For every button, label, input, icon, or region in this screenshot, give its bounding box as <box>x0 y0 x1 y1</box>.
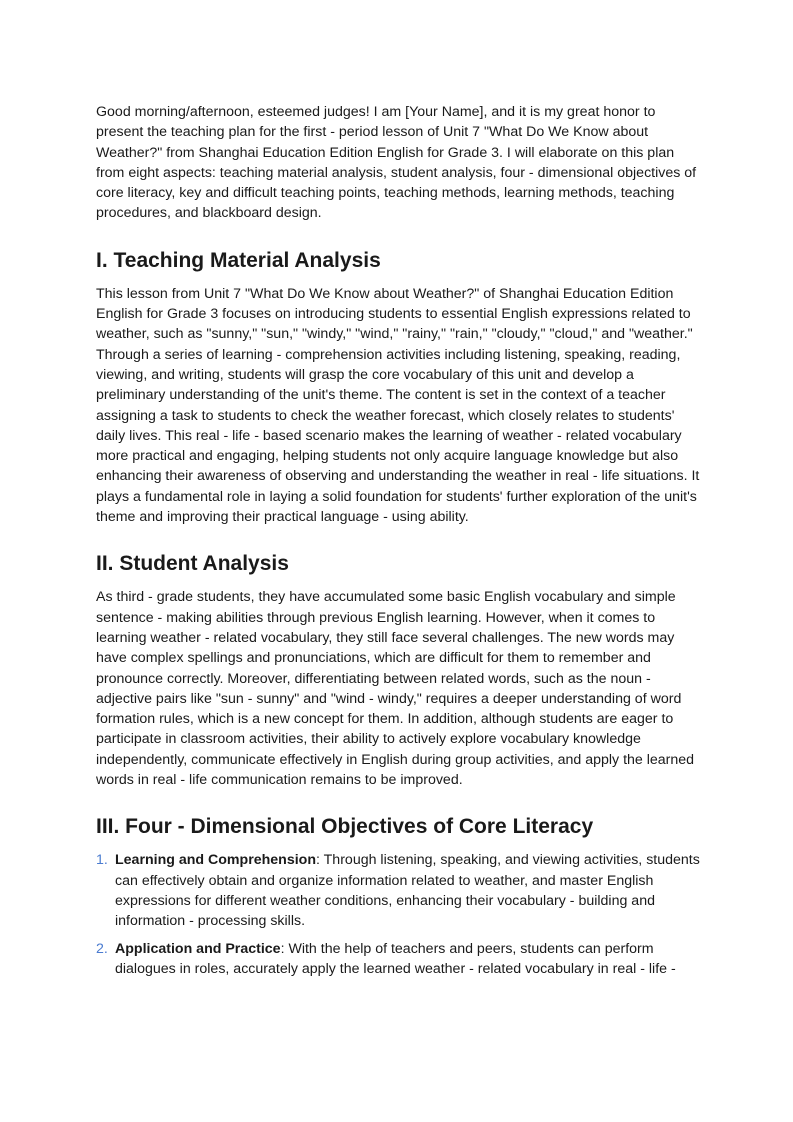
list-item-text: : With the help of teachers and peers, students can perform dialogues in roles, accurately apply the learned weather - related vocabulary in real - life - <box>115 940 676 977</box>
list-item <box>96 850 700 931</box>
list-item-term: Learning and Comprehension <box>115 852 317 869</box>
section-student-analysis <box>96 549 700 790</box>
section-teaching-material-analysis <box>96 246 700 528</box>
section-heading: II. Student Analysis <box>96 552 289 576</box>
list-item-number: 2. <box>96 940 108 957</box>
list-item <box>96 939 700 980</box>
list-item-number: 1. <box>96 852 108 869</box>
document-page <box>96 102 700 1001</box>
intro-paragraph: Good morning/afternoon, esteemed judges! I am [Your Name], and it is my great honor to present the teaching plan for the first - period lesson of Unit 7 "What Do We Know about Weather?" from Shanghai Education Edition English for Grade 3. I will elaborate on this plan from eight aspects: teaching material analysis, student analysis, four - dimensional objectives of core literacy, key and difficult teaching points, teaching methods, learning methods, teaching procedures, and blackboard design. <box>96 104 697 222</box>
section-core-literacy-objectives <box>96 812 700 979</box>
section-body: As third - grade students, they have accumulated some basic English vocabulary and simple sentence - making abilities through previous English learning. However, when it comes to learning weather - related vocabulary, they still face several challenges. The new words may have complex spellings and pronunciations, which are difficult for them to remember and pronounce correctly. Moreover, differentiating between related words, such as the noun - adjective pairs like "sun - sunny" and "wind - windy," requires a deeper understanding of word formation rules, which is a new concept for them. In addition, although students are eager to participate in classroom activities, their ability to actively explore vocabulary knowledge independently, communicate effectively in English during group activities, and apply the learned words in real - life communication remains to be improved. <box>96 589 695 789</box>
section-body: This lesson from Unit 7 "What Do We Know about Weather?" of Shanghai Education Edition English for Grade 3 focuses on introducing students to essential English expressions related to weather, such as "sunny," "sun," "windy," "wind," "rainy," "rain," "cloudy," "cloud," and "weather." Through a series of learning - comprehension activities including listening, speaking, reading, viewing, and writing, students will grasp the core vocabulary of this unit and develop a preliminary understanding of the unit's theme. The content is set in the context of a teacher assigning a task to students to check the weather forecast, which closely relates to students' daily lives. This real - life - based scenario makes the learning of weather - related vocabulary more practical and engaging, helping students not only acquire language knowledge but also enhancing their awareness of observing and understanding the weather in real - life situations. It plays a fundamental role in laying a solid foundation for students' further exploration of the unit's theme and improving their practical language - using ability. <box>96 285 700 526</box>
objectives-list <box>96 850 700 979</box>
list-item-text: : Through listening, speaking, and viewing activities, students can effectively obtain and organize information related to weather, and master English expressions for different weather conditions, enhancing their vocabulary - building and information - processing skills. <box>115 852 700 930</box>
section-heading: III. Four - Dimensional Objectives of Core Literacy <box>96 815 594 839</box>
list-item-term: Application and Practice <box>115 940 281 957</box>
section-heading: I. Teaching Material Analysis <box>96 248 381 272</box>
